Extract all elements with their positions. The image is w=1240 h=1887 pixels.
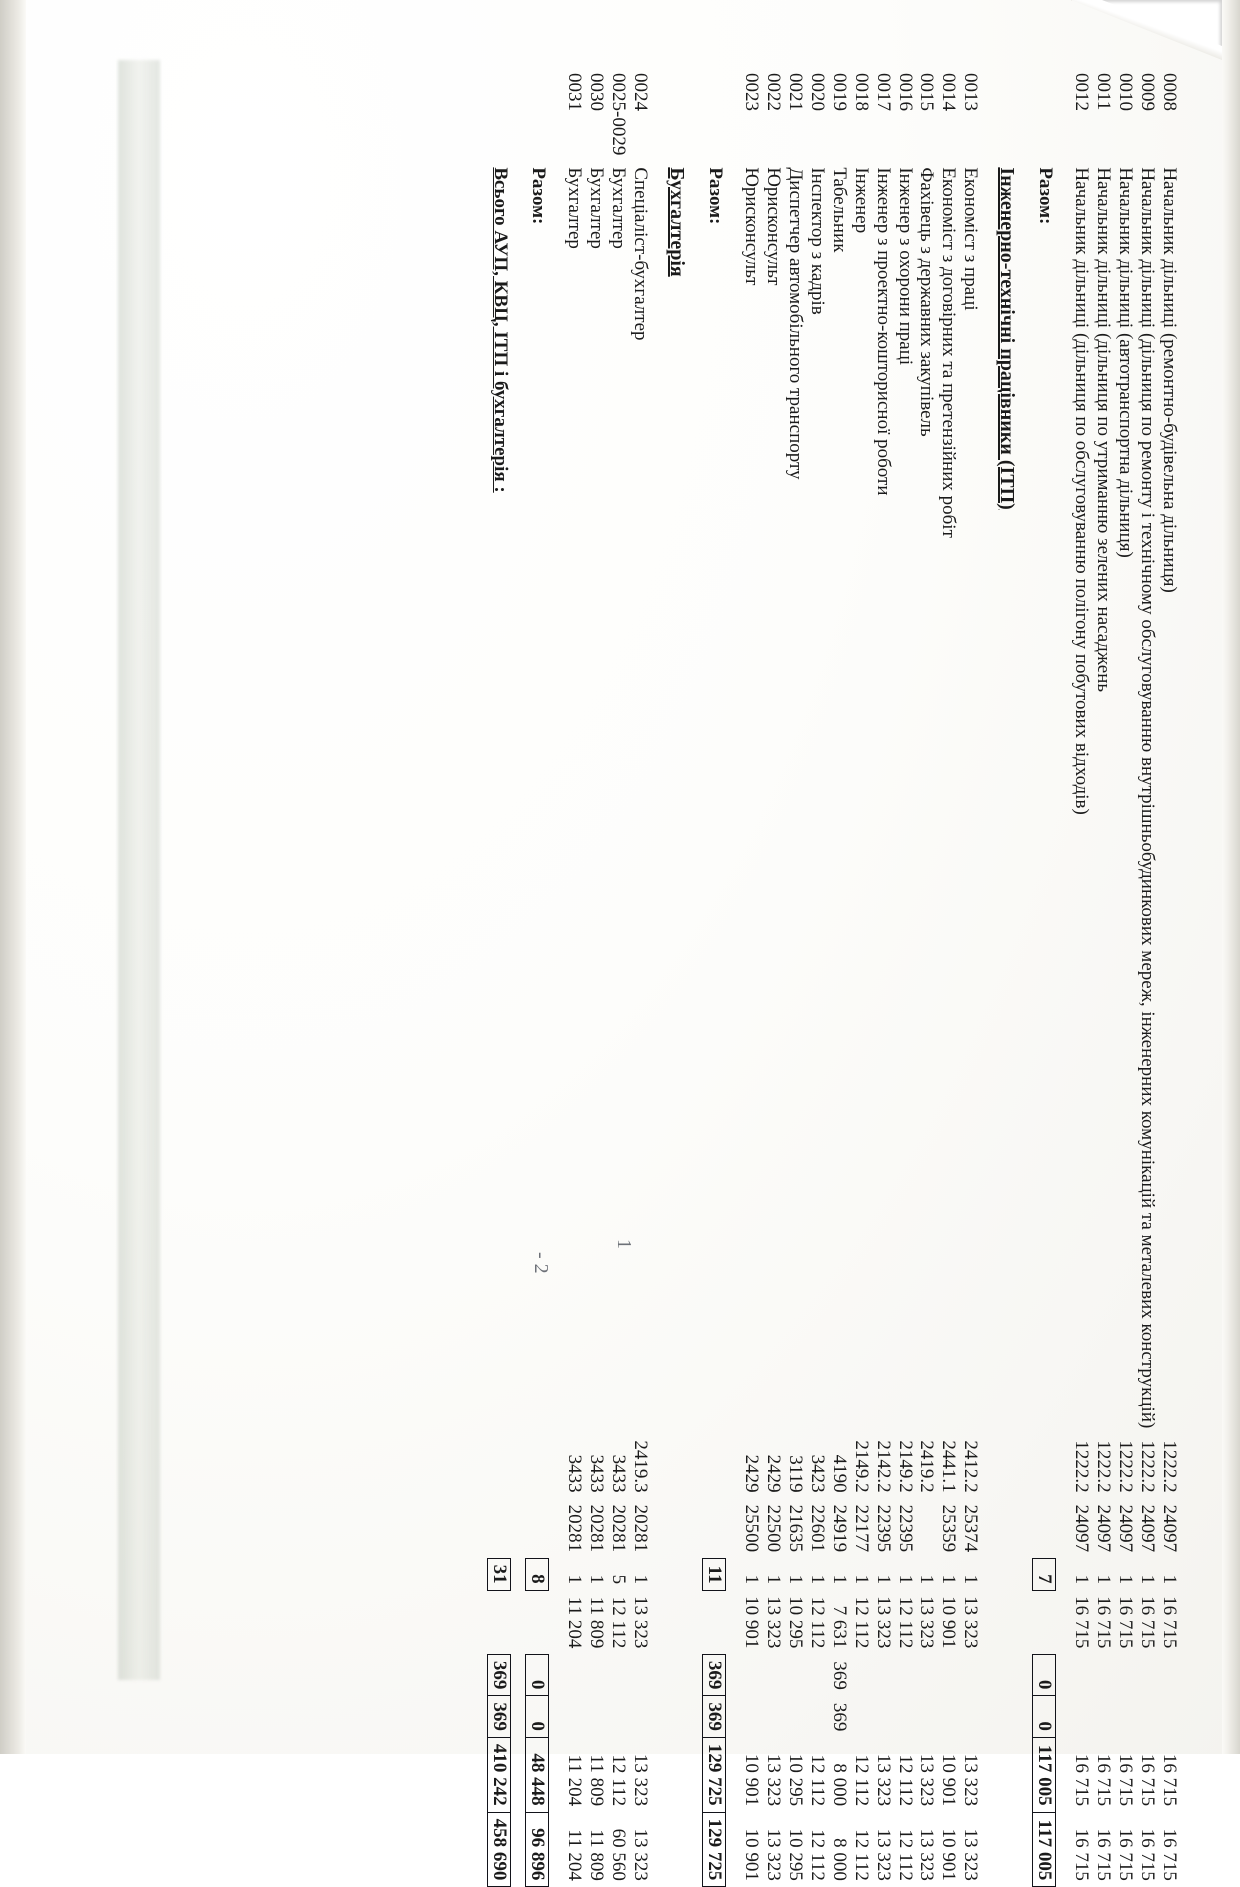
empty-cell bbox=[665, 1696, 688, 1738]
section-header-itp bbox=[995, 67, 1018, 1887]
row-col1: 2419.3 bbox=[630, 1440, 652, 1493]
table-row bbox=[607, 67, 629, 1887]
row-addition2 bbox=[784, 1696, 806, 1738]
row-count: 1 bbox=[564, 1574, 586, 1585]
row-rate: 12 112 bbox=[608, 1596, 630, 1649]
row-rate: 12 112 bbox=[850, 1596, 872, 1649]
row-sum2: 16 715 bbox=[1137, 1828, 1159, 1881]
row-rate: 16 715 bbox=[1137, 1596, 1159, 1649]
row-sum1: 12 112 bbox=[806, 1754, 828, 1807]
row-addition1 bbox=[850, 1654, 872, 1696]
row-rate: 10 901 bbox=[938, 1596, 960, 1649]
grand-total-sum2: 458 690 bbox=[488, 1812, 511, 1887]
row-col2: 22395 bbox=[894, 1504, 916, 1553]
row-col1: 1222.2 bbox=[1159, 1440, 1180, 1493]
row-sum1: 11 204 bbox=[564, 1754, 586, 1807]
row-addition2 bbox=[1092, 1696, 1114, 1738]
table-row bbox=[959, 67, 981, 1887]
row-count: 1 bbox=[960, 1574, 982, 1585]
row-sum1: 10 901 bbox=[938, 1753, 960, 1807]
row-sum2: 13 323 bbox=[916, 1828, 938, 1881]
row-position-name: Начальник дільниці (дільниця по обслуговуванню полігону побутових відходів) bbox=[1071, 167, 1093, 815]
empty-cell bbox=[526, 1590, 549, 1654]
subtotal-row-aup bbox=[1033, 67, 1056, 1887]
empty-cell bbox=[665, 1434, 688, 1498]
row-addition2 bbox=[938, 1696, 960, 1738]
row-col2 bbox=[916, 1499, 938, 1559]
row-code: 0012 bbox=[1071, 73, 1093, 111]
row-sum1: 10 295 bbox=[784, 1753, 806, 1807]
row-position-name: Бухгалтер bbox=[586, 167, 608, 249]
section-title: Інженерно-технічні працівники (ІТП) bbox=[996, 167, 1019, 510]
row-sum2: 13 323 bbox=[872, 1828, 894, 1881]
table-row bbox=[762, 67, 784, 1887]
row-code: 0023 bbox=[741, 73, 762, 111]
empty-cell bbox=[665, 1590, 688, 1654]
empty-cell bbox=[488, 1590, 511, 1654]
row-addition1 bbox=[629, 1654, 651, 1696]
row-spacer bbox=[981, 67, 995, 1887]
row-addition2 bbox=[894, 1696, 916, 1738]
row-col1: 1222.2 bbox=[1137, 1440, 1159, 1493]
row-code: 0020 bbox=[806, 73, 828, 111]
row-position-name: Начальник дільниці (дільниця по ремонту і технічному обслуговуванню внутрішньобудинкових мереж, інженерних комунікацій та металевих конструкцій) bbox=[1137, 167, 1159, 1429]
row-col2: 21635 bbox=[784, 1504, 806, 1553]
staffing-table bbox=[488, 67, 1181, 1887]
empty-cell bbox=[995, 1590, 1018, 1654]
row-sum1: 11 809 bbox=[586, 1754, 608, 1807]
empty-cell bbox=[995, 1654, 1018, 1696]
document-sheet bbox=[60, 67, 1180, 1881]
grand-total-label: Всього АУП, КВЦ, ІТП і бухгалтерія : bbox=[489, 167, 511, 493]
row-rate: 10 901 bbox=[741, 1596, 762, 1649]
table-row bbox=[806, 67, 828, 1887]
row-addition1 bbox=[1158, 1654, 1180, 1696]
row-addition2 bbox=[740, 1696, 762, 1738]
subtotal-addition2: 0 bbox=[526, 1696, 549, 1738]
table-row bbox=[784, 67, 806, 1887]
subtotal-sum2: 129 725 bbox=[703, 1812, 726, 1887]
row-rate: 16 715 bbox=[1115, 1596, 1137, 1649]
table-row bbox=[740, 67, 762, 1887]
empty-cell bbox=[526, 1434, 549, 1498]
row-col2: 22500 bbox=[762, 1504, 784, 1553]
row-sum1: 16 715 bbox=[1137, 1753, 1159, 1807]
row-addition1 bbox=[762, 1654, 784, 1696]
row-position-name: Начальник дільниці (ремонтно-будівельна дільниця) bbox=[1159, 167, 1180, 593]
row-col2: 22177 bbox=[850, 1504, 872, 1553]
subtotal-label: Разом: bbox=[704, 167, 726, 225]
table-row bbox=[585, 67, 607, 1887]
row-count: 1 bbox=[741, 1574, 762, 1585]
row-count: 1 bbox=[850, 1574, 872, 1585]
empty-cell bbox=[488, 1499, 511, 1559]
row-rate: 13 323 bbox=[960, 1596, 982, 1649]
row-count: 1 bbox=[828, 1574, 850, 1585]
empty-cell bbox=[488, 67, 511, 161]
row-col2: 20281 bbox=[564, 1504, 586, 1553]
row-code: 0018 bbox=[850, 73, 872, 111]
row-sum2: 16 715 bbox=[1093, 1828, 1115, 1881]
row-rate: 16 715 bbox=[1071, 1596, 1093, 1649]
row-code: 0025-0029 bbox=[608, 73, 630, 156]
subtotal-sum1: 117 005 bbox=[1033, 1737, 1056, 1812]
empty-cell bbox=[995, 67, 1018, 161]
row-addition2 bbox=[563, 1696, 585, 1738]
row-position-name: Інженер з охорони праці bbox=[894, 167, 916, 366]
empty-cell bbox=[1033, 1499, 1056, 1559]
row-position-name: Диспетчер автомобільного транспорту bbox=[784, 167, 806, 480]
table-row bbox=[1158, 67, 1180, 1887]
row-sum2: 16 715 bbox=[1071, 1828, 1093, 1881]
row-rate: 11 809 bbox=[586, 1596, 608, 1649]
empty-cell bbox=[665, 1499, 688, 1559]
table-row bbox=[1070, 67, 1092, 1887]
row-addition2 bbox=[850, 1696, 872, 1738]
row-sum2: 13 323 bbox=[960, 1828, 982, 1881]
row-addition1 bbox=[1070, 1654, 1092, 1696]
grand-total-row bbox=[488, 67, 511, 1887]
table-row bbox=[938, 67, 960, 1887]
row-addition1 bbox=[938, 1654, 960, 1696]
subtotal-row-buh bbox=[526, 67, 549, 1887]
row-addition1 bbox=[916, 1654, 938, 1696]
row-col2: 20281 bbox=[630, 1504, 652, 1553]
row-col1: 1222.2 bbox=[1071, 1440, 1093, 1493]
row-col2: 24097 bbox=[1137, 1504, 1159, 1553]
row-addition2 bbox=[959, 1696, 981, 1738]
row-col1: 2149.2 bbox=[894, 1440, 916, 1493]
empty-cell bbox=[526, 67, 549, 161]
row-spacer bbox=[1018, 67, 1033, 1887]
table-row bbox=[872, 67, 894, 1887]
row-addition1 bbox=[740, 1654, 762, 1696]
table-row bbox=[629, 67, 651, 1887]
row-sum2: 11 204 bbox=[564, 1829, 586, 1881]
row-code: 0014 bbox=[938, 73, 960, 111]
subtotal-sum1: 129 725 bbox=[703, 1737, 726, 1812]
row-addition2 bbox=[762, 1696, 784, 1738]
section-header-buh bbox=[665, 67, 688, 1887]
row-sum2: 10 901 bbox=[938, 1828, 960, 1881]
row-position-name: Начальник дільниці (автотранспортна дільниця) bbox=[1115, 167, 1137, 558]
row-col1: 4190 bbox=[828, 1454, 850, 1493]
row-sum1: 16 715 bbox=[1115, 1753, 1137, 1807]
row-rate: 16 715 bbox=[1159, 1596, 1180, 1649]
row-count: 1 bbox=[1137, 1574, 1159, 1585]
row-count: 1 bbox=[630, 1574, 652, 1585]
row-sum2: 12 112 bbox=[850, 1829, 872, 1881]
row-addition2 bbox=[629, 1696, 651, 1738]
row-spacer bbox=[549, 67, 564, 1887]
row-position-name: Спеціаліст-бухгалтер bbox=[630, 167, 652, 341]
grand-total-sum1: 410 242 bbox=[488, 1737, 511, 1812]
empty-cell bbox=[488, 1434, 511, 1498]
row-code: 0016 bbox=[894, 73, 916, 111]
subtotal-count: 8 bbox=[526, 1558, 549, 1590]
row-addition1 bbox=[872, 1654, 894, 1696]
row-col1: 3119 bbox=[784, 1455, 806, 1493]
grand-total-addition1: 369 bbox=[488, 1654, 511, 1696]
row-position-name: Інженер з проектно-кошторисної роботи bbox=[872, 167, 894, 496]
row-addition2 bbox=[1136, 1696, 1158, 1738]
row-sum1: 12 112 bbox=[608, 1754, 630, 1807]
empty-cell bbox=[995, 1696, 1018, 1738]
row-sum2: 12 112 bbox=[894, 1829, 916, 1881]
row-sum1: 16 715 bbox=[1093, 1753, 1115, 1807]
empty-cell bbox=[665, 67, 688, 161]
table-row bbox=[850, 67, 872, 1887]
row-addition2: 369 bbox=[828, 1702, 850, 1732]
row-code: 0030 bbox=[586, 73, 608, 111]
row-count: 1 bbox=[1159, 1574, 1180, 1585]
row-sum1: 16 715 bbox=[1071, 1753, 1093, 1807]
row-addition1 bbox=[1114, 1654, 1136, 1696]
row-count: 1 bbox=[806, 1574, 828, 1585]
row-col2: 20281 bbox=[586, 1504, 608, 1553]
row-count: 1 bbox=[894, 1574, 916, 1585]
section-title: Бухгалтерія bbox=[666, 167, 689, 277]
row-rate: 12 112 bbox=[894, 1596, 916, 1649]
row-count: 1 bbox=[872, 1574, 894, 1585]
table-row bbox=[916, 67, 938, 1887]
row-addition2 bbox=[1114, 1696, 1136, 1738]
row-count: 1 bbox=[784, 1574, 806, 1585]
row-sum2: 60 560 bbox=[608, 1828, 630, 1881]
row-addition2 bbox=[607, 1696, 629, 1738]
table-row bbox=[1092, 67, 1114, 1887]
row-code: 0031 bbox=[564, 73, 586, 111]
row-col2: 25500 bbox=[741, 1504, 762, 1553]
row-col1: 1222.2 bbox=[1115, 1440, 1137, 1493]
row-position-name: Інспектор з кадрів bbox=[806, 167, 828, 315]
row-col1: 2142.2 bbox=[872, 1440, 894, 1493]
row-rate: 10 295 bbox=[784, 1596, 806, 1649]
row-sum1: 12 112 bbox=[894, 1754, 916, 1807]
row-code: 0010 bbox=[1115, 73, 1137, 111]
row-position-name: Юрисконсульт bbox=[762, 167, 784, 286]
row-addition1 bbox=[585, 1654, 607, 1696]
row-count: 1 bbox=[938, 1574, 960, 1585]
subtotal-addition1: 369 bbox=[703, 1654, 726, 1696]
row-code: 0019 bbox=[828, 73, 850, 111]
row-count: 1 bbox=[1115, 1574, 1137, 1585]
row-sum2: 10 295 bbox=[784, 1828, 806, 1881]
row-col1: 2429 bbox=[762, 1454, 784, 1493]
row-rate: 11 204 bbox=[564, 1596, 586, 1649]
row-sum1: 13 323 bbox=[960, 1753, 982, 1807]
row-col2: 24919 bbox=[828, 1504, 850, 1553]
subtotal-count: 11 bbox=[703, 1558, 726, 1590]
page-fold-corner bbox=[1102, 0, 1222, 46]
row-addition1: 369 bbox=[828, 1661, 850, 1690]
empty-cell bbox=[665, 1654, 688, 1696]
empty-cell bbox=[703, 1434, 726, 1498]
row-sum2: 8 000 bbox=[828, 1838, 850, 1881]
row-count: 1 bbox=[586, 1574, 608, 1585]
row-sum2: 16 715 bbox=[1159, 1828, 1180, 1881]
subtotal-row-itp bbox=[703, 67, 726, 1887]
pencil-mark-one: 1 bbox=[613, 1239, 635, 1249]
row-col1: 3433 bbox=[586, 1454, 608, 1493]
row-spacer bbox=[688, 67, 703, 1887]
row-sum1: 13 323 bbox=[762, 1753, 784, 1807]
row-sum2: 13 323 bbox=[762, 1828, 784, 1881]
subtotal-addition2: 369 bbox=[703, 1696, 726, 1738]
row-position-name: Бухгалтер bbox=[608, 167, 630, 249]
row-sum1: 8 000 bbox=[828, 1763, 850, 1807]
table-row bbox=[894, 67, 916, 1887]
empty-cell bbox=[995, 1499, 1018, 1559]
row-sum1: 12 112 bbox=[850, 1754, 872, 1807]
row-code: 0011 bbox=[1093, 73, 1115, 111]
row-sum2: 13 323 bbox=[630, 1828, 652, 1881]
row-col1: 2412.2 bbox=[960, 1440, 982, 1493]
row-spacer bbox=[651, 67, 665, 1887]
row-position-name: Бухгалтер bbox=[564, 167, 586, 249]
row-position-name: Економіст з договірних та претензійних робіт bbox=[938, 167, 960, 538]
subtotal-addition2: 0 bbox=[1033, 1696, 1056, 1738]
row-sum2: 10 901 bbox=[741, 1828, 762, 1881]
row-code: 0009 bbox=[1137, 73, 1159, 111]
row-code: 0024 bbox=[630, 73, 652, 111]
row-sum1: 13 323 bbox=[916, 1753, 938, 1807]
empty-cell bbox=[1033, 1590, 1056, 1654]
row-code: 0008 bbox=[1159, 73, 1180, 111]
empty-cell bbox=[703, 67, 726, 161]
subtotal-label: Разом: bbox=[1034, 167, 1056, 225]
grand-total-count: 31 bbox=[488, 1558, 511, 1590]
row-sum2: 16 715 bbox=[1115, 1828, 1137, 1881]
grand-total-addition2: 369 bbox=[488, 1696, 511, 1738]
row-addition1 bbox=[563, 1654, 585, 1696]
row-count: 1 bbox=[916, 1574, 938, 1585]
empty-cell bbox=[995, 1434, 1018, 1498]
table-row bbox=[563, 67, 585, 1887]
row-addition2 bbox=[1158, 1696, 1180, 1738]
row-col1: 3423 bbox=[806, 1454, 828, 1493]
row-col1: 2419.2 bbox=[916, 1440, 938, 1493]
empty-cell bbox=[703, 1590, 726, 1654]
row-spacer bbox=[726, 67, 741, 1887]
row-position-name: Інженер bbox=[850, 167, 872, 234]
row-sum1: 10 901 bbox=[741, 1753, 762, 1807]
row-col2: 20281 bbox=[608, 1504, 630, 1553]
row-col1: 2429 bbox=[741, 1454, 762, 1493]
empty-cell bbox=[1033, 67, 1056, 161]
subtotal-addition1: 0 bbox=[526, 1654, 549, 1696]
subtotal-count: 7 bbox=[1033, 1558, 1056, 1590]
row-code: 0022 bbox=[762, 73, 784, 111]
row-addition2 bbox=[916, 1696, 938, 1738]
empty-cell bbox=[995, 1558, 1018, 1590]
empty-cell bbox=[665, 1737, 688, 1812]
row-sum1: 13 323 bbox=[872, 1753, 894, 1807]
row-sum2: 11 809 bbox=[586, 1829, 608, 1881]
row-count: 1 bbox=[1093, 1574, 1115, 1585]
subtotal-sum2: 117 005 bbox=[1033, 1812, 1056, 1887]
row-rate: 13 323 bbox=[916, 1596, 938, 1649]
row-col1: 2441.1 bbox=[938, 1440, 960, 1493]
row-spacer bbox=[1056, 67, 1071, 1887]
row-addition1 bbox=[784, 1654, 806, 1696]
row-col2: 24097 bbox=[1115, 1504, 1137, 1553]
row-col1: 1222.2 bbox=[1093, 1440, 1115, 1493]
row-sum2: 12 112 bbox=[806, 1829, 828, 1881]
subtotal-label: Разом: bbox=[527, 167, 549, 225]
row-addition2 bbox=[806, 1696, 828, 1738]
row-sum1: 16 715 bbox=[1159, 1753, 1180, 1807]
row-addition1 bbox=[607, 1654, 629, 1696]
row-code: 0017 bbox=[872, 73, 894, 111]
empty-cell bbox=[995, 1812, 1018, 1887]
row-rate: 13 323 bbox=[872, 1596, 894, 1649]
row-addition1 bbox=[894, 1654, 916, 1696]
subtotal-sum1: 48 448 bbox=[526, 1737, 549, 1812]
row-spacer bbox=[511, 67, 526, 1887]
row-col1: 3433 bbox=[564, 1454, 586, 1493]
row-col2: 22395 bbox=[872, 1504, 894, 1553]
empty-cell bbox=[1033, 1434, 1056, 1498]
empty-cell bbox=[665, 1812, 688, 1887]
subtotal-addition1: 0 bbox=[1033, 1654, 1056, 1696]
empty-cell bbox=[526, 1499, 549, 1559]
row-position-name: Юрисконсульт bbox=[741, 167, 762, 286]
row-addition1 bbox=[1136, 1654, 1158, 1696]
row-code: 0015 bbox=[916, 73, 938, 111]
row-code: 0021 bbox=[784, 73, 806, 111]
row-col1: 3433 bbox=[608, 1454, 630, 1493]
row-position-name: Фахівець з державних закупівель bbox=[916, 167, 938, 437]
table-row bbox=[828, 67, 850, 1887]
table-row bbox=[1136, 67, 1158, 1887]
row-rate: 7 631 bbox=[828, 1605, 850, 1649]
row-addition2 bbox=[872, 1696, 894, 1738]
empty-cell bbox=[703, 1499, 726, 1559]
row-rate: 12 112 bbox=[806, 1596, 828, 1649]
pencil-mark-minus-two: - 2 bbox=[530, 1252, 552, 1274]
row-sum1: 13 323 bbox=[630, 1753, 652, 1807]
row-count: 1 bbox=[762, 1574, 784, 1585]
subtotal-sum2: 96 896 bbox=[526, 1812, 549, 1887]
row-rate: 16 715 bbox=[1093, 1596, 1115, 1649]
row-rate: 13 323 bbox=[762, 1596, 784, 1649]
row-position-name: Начальник дільниці (дільниця по утриманню зелених насаджень bbox=[1093, 167, 1115, 693]
empty-cell bbox=[995, 1737, 1018, 1812]
row-col1: 2149.2 bbox=[850, 1440, 872, 1493]
row-addition1 bbox=[1092, 1654, 1114, 1696]
row-count: 5 bbox=[608, 1574, 630, 1585]
row-addition1 bbox=[806, 1654, 828, 1696]
row-code: 0013 bbox=[960, 73, 982, 111]
row-addition2 bbox=[1070, 1696, 1092, 1738]
row-col2: 22601 bbox=[806, 1504, 828, 1553]
row-col2: 25374 bbox=[960, 1504, 982, 1553]
row-rate: 13 323 bbox=[630, 1596, 652, 1649]
empty-cell bbox=[665, 1558, 688, 1590]
row-position-name: Табельник bbox=[828, 167, 850, 253]
row-col2: 24097 bbox=[1159, 1504, 1180, 1553]
table-row bbox=[1114, 67, 1136, 1887]
row-addition2 bbox=[585, 1696, 607, 1738]
row-count: 1 bbox=[1071, 1574, 1093, 1585]
row-position-name: Економіст з праці bbox=[960, 167, 982, 311]
row-col2: 25359 bbox=[938, 1504, 960, 1553]
row-col2: 24097 bbox=[1071, 1504, 1093, 1553]
row-addition1 bbox=[959, 1654, 981, 1696]
row-col2: 24097 bbox=[1093, 1504, 1115, 1553]
